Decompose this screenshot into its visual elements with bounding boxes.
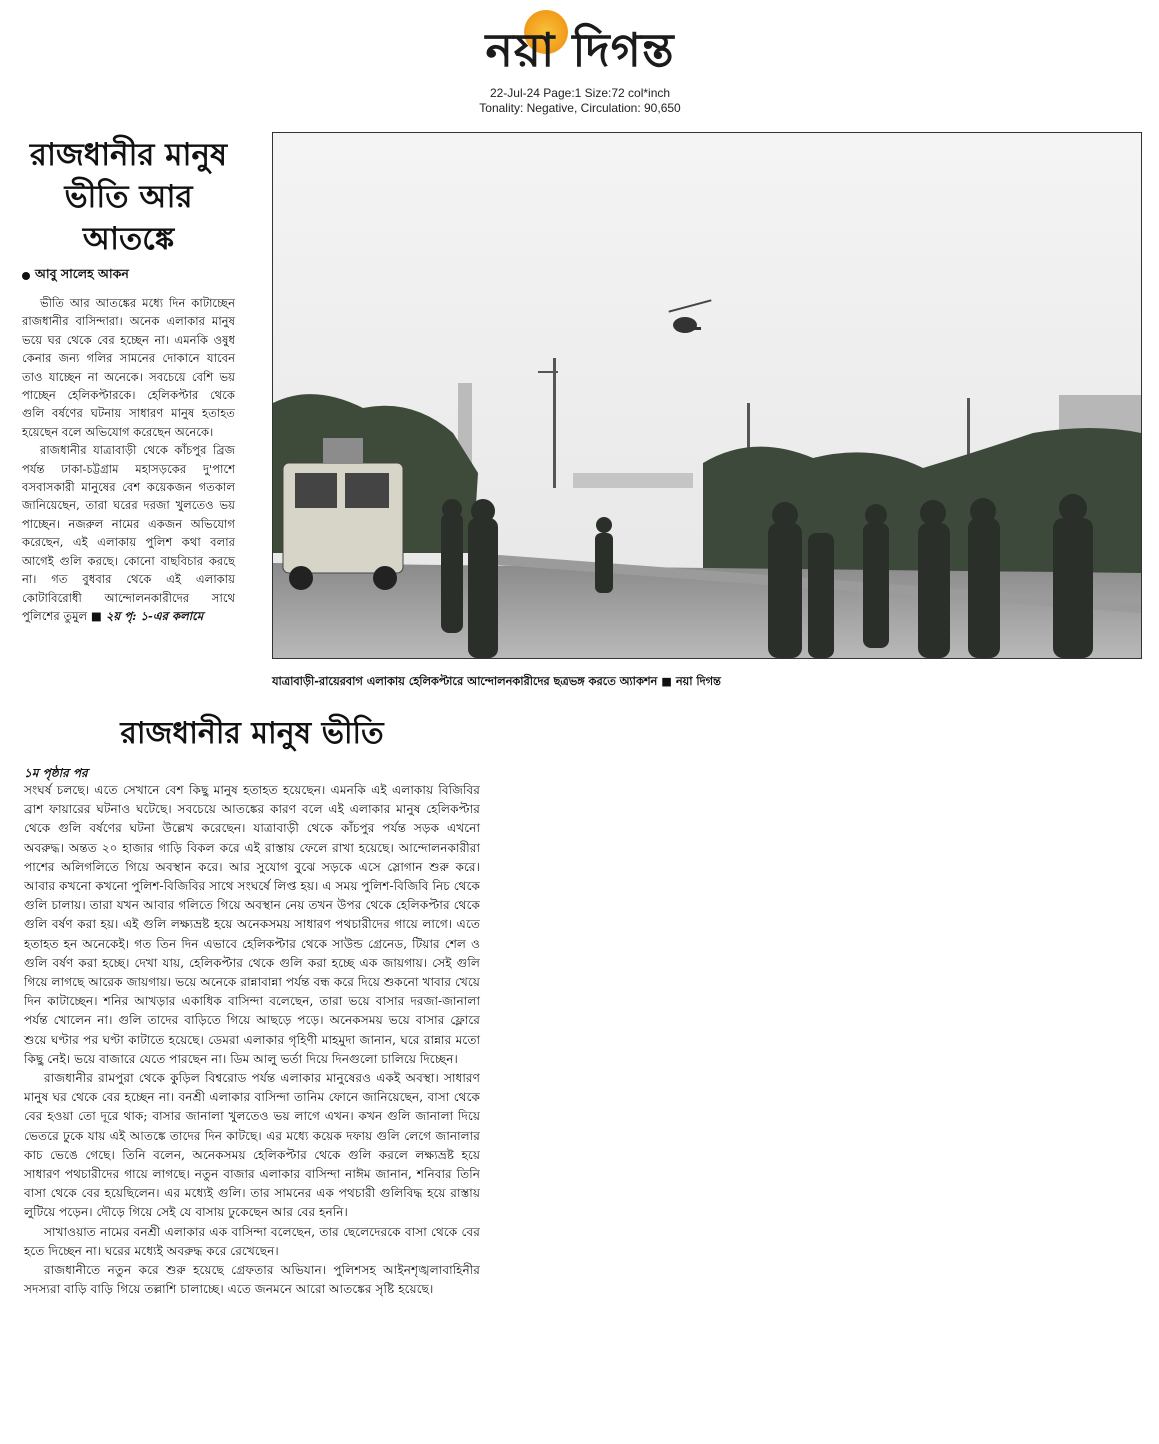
byline: [22, 266, 235, 286]
jump-reference: ■ ২য় পৃ: ১-এর কলামে: [90, 608, 204, 623]
photo-caption: যাত্রাবাড়ী-রায়েরবাগ এলাকায় হেলিকপ্টারে আন্দোলনকারীদের ছত্রভঙ্গ করতে অ্যাকশন ■ নয়া দিগন্ত: [272, 675, 721, 688]
continuation-paragraph: রাজধানীতে নতুন করে শুরু হয়েছে গ্রেফতার অভিযান। পুলিশসহ আইনশৃঙ্খলাবাহিনীর সদস্যরা বাড়ি বাড়ি গিয়ে তল্লাশি চালাচ্ছে। এতে জনমনে আরো আতঙ্কের সৃষ্টি হয়েছে।: [24, 1263, 480, 1297]
continuation-headline: রাজধানীর মানুষ ভীতি: [120, 716, 384, 751]
continuation-body: [24, 781, 480, 1299]
street-scene-image: [273, 133, 1141, 658]
continuation-paragraph: সংঘর্ষ চলছে। এতে সেখানে বেশ কিছু মানুষ হতাহত হয়েছেন। এমনকি এই এলাকায় বিজিবির ব্রাশ ফায়ারের ঘটনাও ঘটেছে। সবচেয়ে আতঙ্কের কারণ বলে এই এলাকার মানুষ হেলিকপ্টার থেকে গুলি বর্ষণের ঘটনা উল্লেখ করেছেন। যাত্রাবাড়ী থেকে কাঁচপুর পর্যন্ত সড়ক এখনো অবরুদ্ধ। অন্তত ২০ হাজার গাড়ি বিকল করে এই রাস্তায় ফেলে রাখা হয়েছে। আন্দোলনকারীরা পাশের অলিগলিতে গিয়ে অবস্থান করে। আর সুযোগ বুঝে সড়কে এসে স্লোগান শুরু করে। আবার কখনো কখনো পুলিশ-বিজিবির সাথে সংঘর্ষে লিপ্ত হয়। এ সময় পুলিশ-বিজিবি নিচ থেকে গুলি চালায়। তারা যখন আবার গলিতে গিয়ে অবস্থান নেয় তখন উপর থেকে হেলিকপ্টার থেকে গুলি বর্ষণ করা হয়। এই গুলি লক্ষ্যভ্রষ্ট হয়ে অনেকসময় সাধারণ পথচারীদের গায়ে লাগে। এতে হতাহত হন অনেকেই। গত তিন দিন এভাবে হেলিকপ্টার থেকে সাউন্ড গ্রেনেড, টিয়ার শেল ও গুলি বর্ষণ করা হচ্ছে। দেখা যায়, হেলিকপ্টার থেকে গুলি করা হচ্ছে এক জায়গায়। সেই গুলি গিয়ে লাগছে আরেক জায়গায়। ভয়ে অনেকে রান্নাবান্না পর্যন্ত বন্ধ করে দিয়ে শুকনো খাবার খেয়ে দিন কাটাচ্ছেন। শনির আখড়ার একাধিক বাসিন্দা বলেছেন, তারা ভয়ে বাসার দরজা-জানালা পর্যন্ত খোলেন না। গুলি তাদের বাড়িতে গিয়ে আছড়ে পড়ে। অনেকসময় ভয়ে বাসার ফ্লোরে শুয়ে ঘণ্টার পর ঘণ্টা কাটাতে হয়েছে। ডেমরা এলাকার গৃহিণী মাহমুদা জানান, ঘরে রান্নার মতো কিছু নেই। ভয়ে বাজারে যেতে পারছেন না। ডিম আলু ভর্তা দিয়ে দিনগুলো চালিয়ে দিচ্ছেন।: [24, 783, 480, 1066]
front-paragraph: ভীতি আর আতঙ্কের মধ্যে দিন কাটাচ্ছেন রাজধানীর বাসিন্দারা। অনেক এলাকার মানুষ ভয়ে ঘর থেকে বের হচ্ছেন না। এমনকি ওষুধ কেনার জন্য গলির সামনের দোকানে যাবেন তাও যাচ্ছেন না অনেকে। সবচেয়ে বেশি ভয় পাচ্ছেন হেলিকপ্টারকে। হেলিকপ্টার থেকে গুলি বর্ষণের ঘটনায় সাধারণ মানুষ হতাহত হয়েছেন বলে অভিযোগ করেছেন অনেকে।: [22, 296, 235, 439]
news-photo: [272, 132, 1142, 659]
bullet-icon: [22, 272, 30, 280]
newspaper-name: নয়া দিগন্ত: [485, 23, 675, 77]
front-body: [22, 294, 235, 625]
continuation-paragraph: রাজধানীর রামপুরা থেকে কুড়িল বিশ্বরোড পর্যন্ত এলাকার মানুষেরও একই অবস্থা। সাধারণ মানুষ ঘর থেকে বের হচ্ছেন না। বনশ্রী এলাকার বাসিন্দা তানিম ফোনে জানিয়েছেন, বাসা থেকে বের হওয়া তো দূরে থাক; বাসার জানালা খুলতেও ভয় লাগে এখন। কখন গুলি জানালা দিয়ে ভেতরে ঢুকে যায় এই আতঙ্কে তাদের দিন কাটছে। এর মধ্যে কয়েক দফায় গুলি লেগে জানালার কাচ ভেঙে গেছে। তিনি বলেন, অনেকসময় হেলিকপ্টার থেকে গুলি করলে লক্ষ্যভ্রষ্ট হয়ে সাধারণ পথচারীদের গায়ে লাগছে। নতুন বাজার এলাকার বাসিন্দা নাঈম জানান, শনিবার তিনি বাসা থেকে বের হয়েছিলেন। এর মধ্যেই গুলি। তার সামনের এক পথচারী গুলিবিদ্ধ হয়ে রাস্তায় লুটিয়ে পড়েন। দৌড়ে গিয়ে সেই যে বাসায় ঢুকেছেন আর বের হননি।: [24, 1071, 481, 1220]
clipping-meta-line1: 22-Jul-24 Page:1 Size:72 col*inch: [489, 86, 671, 100]
front-paragraph: [22, 441, 235, 625]
masthead-logo: [440, 8, 720, 78]
continuation-paragraph: সাখাওয়াত নামের বনশ্রী এলাকার এক বাসিন্দা বলেছেন, তার ছেলেদেরকে বাসা থেকে বের হতে দিচ্ছেন না। ঘরের মধ্যেই অবরুদ্ধ করে রেখেছেন।: [24, 1224, 480, 1258]
front-article: [22, 134, 235, 625]
clipping-meta-line2: Tonality: Negative, Circulation: 90,650: [479, 101, 681, 115]
front-headline: রাজধানীর মানুষ ভীতি আর আতঙ্কে: [29, 137, 228, 257]
front-paragraph-text: রাজধানীর যাত্রাবাড়ী থেকে কাঁচপুর ব্রিজ পর্যন্ত ঢাকা-চট্টগ্রাম মহাসড়কের দু'পাশে বসবাসকারী মানুষের বেশ কয়েকজন গতকাল জানিয়েছেন, তারা ঘরের দরজা খুলতেও ভয় পাচ্ছেন। নজরুল নামের একজন অভিযোগ করেছেন, এই এলাকায় পুলিশ কথা বলার আগেই গুলি করছে। কোনো বাছবিচার করছে না। গত বুধবার থেকে এই এলাকায় কোটাবিরোধী আন্দোলনকারীদের সাথে পুলিশের তুমুল: [22, 443, 235, 623]
continuation-label: ১ম পৃষ্ঠার পর: [24, 766, 88, 780]
byline-text: আবু সালেহ আকন: [35, 266, 129, 281]
